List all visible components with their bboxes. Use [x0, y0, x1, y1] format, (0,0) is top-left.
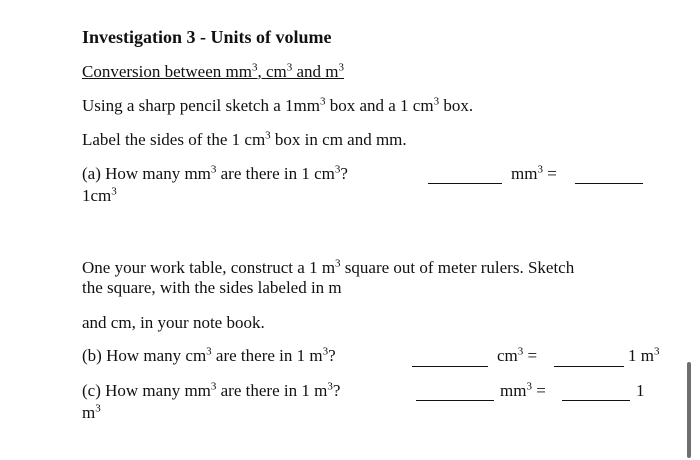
answer-blank-c2[interactable] [562, 400, 630, 401]
question-c: (c) How many $mm^3$ are there in 1 $m^3$? [82, 380, 341, 400]
question-c-unit: $mm^3$ = [500, 380, 546, 400]
question-a-continuation: $1cm^3$ [82, 185, 117, 205]
notebook-instruction: and cm, in your note book. [82, 313, 265, 332]
instruction-sketch: Using a sharp pencil sketch a $1mm^3$ box and a 1 $cm^3$ box. [82, 95, 474, 115]
question-c-rhs: 1 [636, 381, 645, 400]
table-instruction-line1: One your work table, construct a 1 $m^3$ square out of meter rulers. Sketch [82, 257, 575, 277]
instruction-label: Label the sides of the 1 $cm^3$ box in cm and mm. [82, 129, 407, 149]
question-b-unit: $cm^3$ = [497, 345, 538, 365]
question-b-rhs: 1 $m^3$ [628, 345, 660, 365]
answer-blank-c1[interactable] [416, 400, 494, 401]
question-b: (b) How many $cm^3$ are there in 1 $m^3$? [82, 345, 336, 365]
answer-blank-a2[interactable] [575, 183, 643, 184]
section-heading: Conversion between $mm^3$, $cm^3$ and $m^3$ [82, 61, 345, 81]
answer-blank-a1[interactable] [428, 183, 502, 184]
scrollbar-thumb[interactable] [687, 362, 691, 458]
question-a-unit: $mm^3$ = [511, 163, 557, 183]
page-title: Investigation 3 - Units of volume [82, 27, 332, 47]
answer-blank-b1[interactable] [412, 366, 488, 367]
answer-blank-b2[interactable] [554, 366, 624, 367]
table-instruction-line2: the square, with the sides labeled in m [82, 278, 342, 297]
question-c-continuation: $m^3$ [82, 402, 101, 422]
question-a: (a) How many $mm^3$ are there in 1 $cm^3$? [82, 163, 348, 183]
